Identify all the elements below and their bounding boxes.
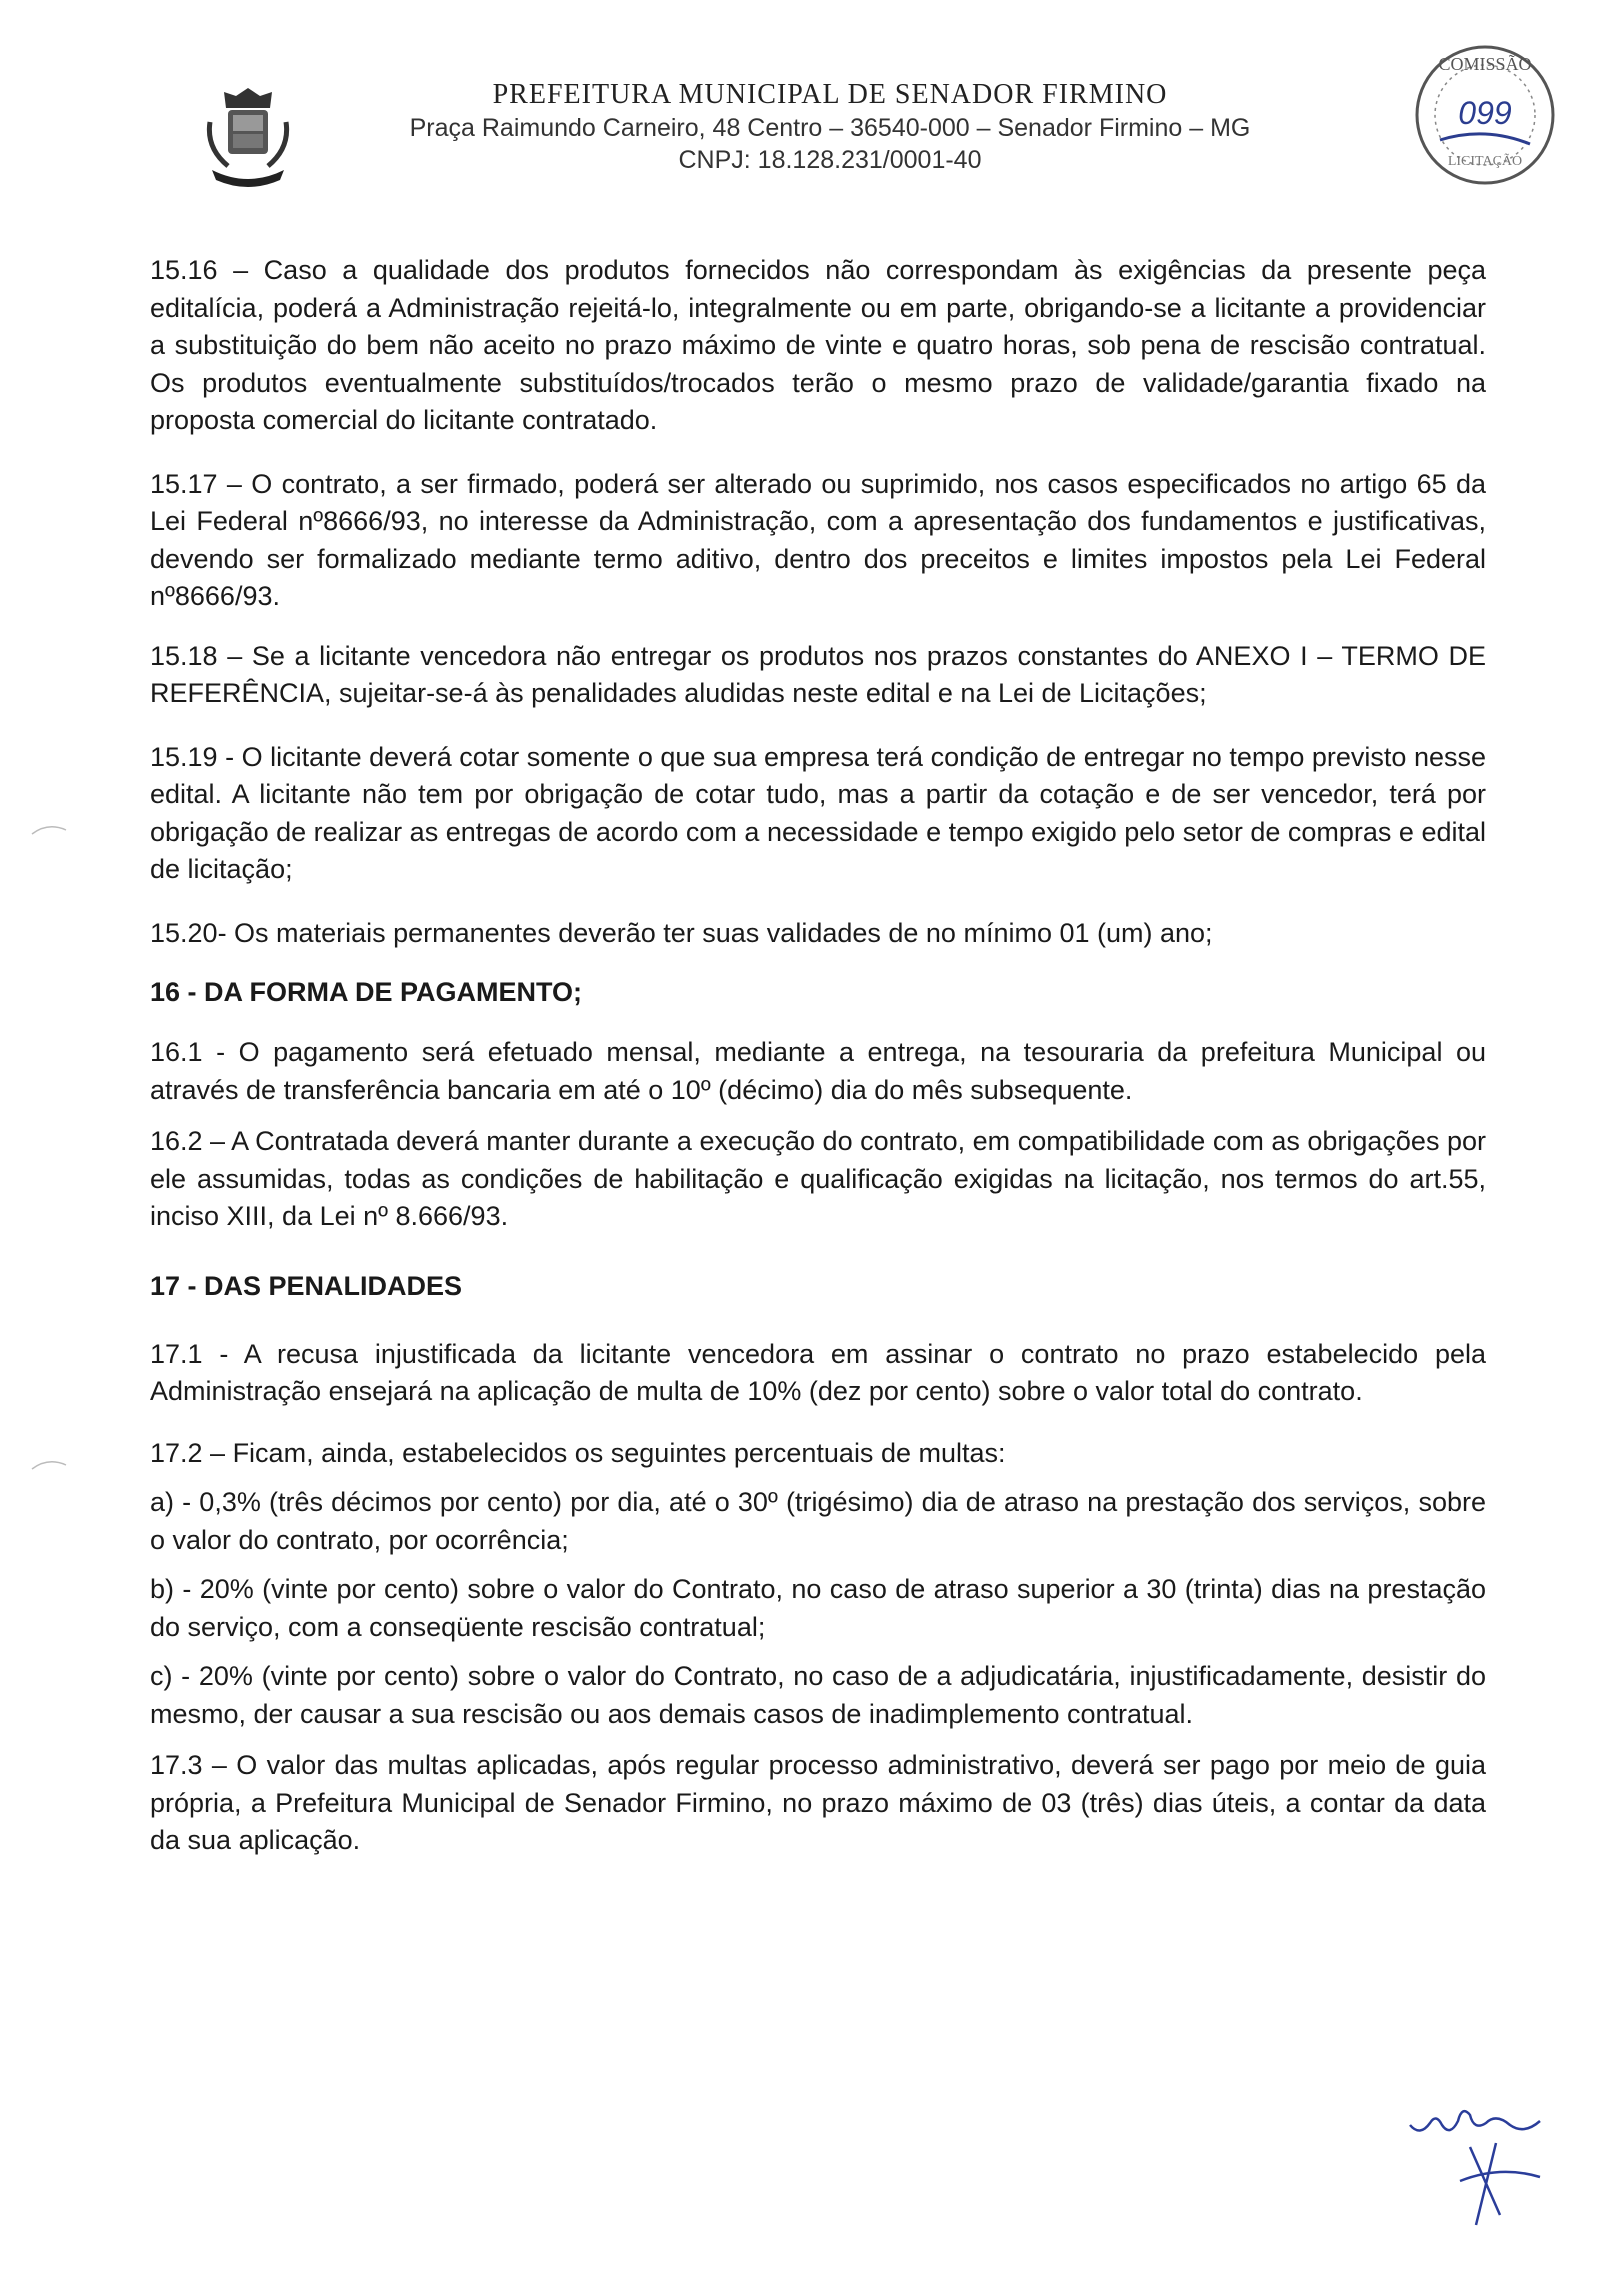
clause-17-2-c: c) - 20% (vinte por cento) sobre o valor do Contrato, no caso de a adjudicatária, injustificadamente, desistir do mesmo, der causar a sua rescisão ou aos demais casos de inadimplemento contratual. <box>150 1661 1486 1729</box>
handwritten-signature-icon <box>1400 2085 1560 2235</box>
clause-15-19: 15.19 - O licitante deverá cotar somente o que sua empresa terá condição de entregar no tempo previsto nesse edital. A licitante não tem por obrigação de cotar tudo, mas a partir da cotação e de ser vencedor, terá por obrigação de realizar as entregas de acordo com a necessidade e tempo exigido pelo setor de compras e edital de licitação; <box>150 741 1486 884</box>
clause-17-2-a: a) - 0,3% (três décimos por cento) por dia, até o 30º (trigésimo) dia de atraso na prestação dos serviços, sobre o valor do contrato, por ocorrência; <box>150 1487 1486 1555</box>
commission-stamp-icon <box>1410 40 1560 190</box>
document-body <box>150 252 1486 1860</box>
municipal-crest-icon <box>200 82 296 192</box>
margin-mark <box>30 1455 70 1475</box>
section-heading-17: 17 - DAS PENALIDADES <box>150 1270 463 1301</box>
margin-mark <box>30 820 70 840</box>
svg-text:LICITAÇÃO: LICITAÇÃO <box>1447 154 1523 169</box>
letterhead <box>0 54 1600 200</box>
clause-15-20: 15.20- Os materiais permanentes deverão ter suas validades de no mínimo 01 (um) ano; <box>150 917 1213 948</box>
clause-16-2: 16.2 – A Contratada deverá manter durante a execução do contrato, em compatibilidade com as obrigações por ele assumidas, todas as condições de habilitação e qualificação exigidas na licitação, nos termos do art.55, inciso XIII, da Lei nº 8.666/93. <box>150 1126 1486 1231</box>
organization-name: PREFEITURA MUNICIPAL DE SENADOR FIRMINO <box>492 79 1168 110</box>
clause-17-2-b: b) - 20% (vinte por cento) sobre o valor do Contrato, no caso de atraso superior a 30 (trinta) dias na prestação do serviço, com a conseqüente rescisão contratual; <box>150 1574 1486 1642</box>
clause-16-1: 16.1 - O pagamento será efetuado mensal, mediante a entrega, na tesouraria da prefeitura Municipal ou através de transferência bancaria em até o 10º (décimo) dia do mês subsequente. <box>150 1037 1486 1105</box>
clause-15-17: 15.17 – O contrato, a ser firmado, poderá ser alterado ou suprimido, nos casos especificados no artigo 65 da Lei Federal nº8666/93, no interesse da Administração, com a apresentação dos fundamentos e justificativas, devendo ser formalizado mediante termo aditivo, dentro dos preceitos e limites impostos pela Lei Federal nº8666/93. <box>150 468 1486 611</box>
clause-15-16: 15.16 – Caso a qualidade dos produtos fornecidos não correspondam às exigências da presente peça editalícia, poderá a Administração rejeitá-lo, integralmente ou em parte, obrigando-se a licitante a providenciar a substituição do bem não aceito no prazo máximo de vinte e quatro horas, sob pena de rescisão contratual. Os produtos eventualmente substituídos/trocados terão o mesmo prazo de validade/garantia fixado na proposta comercial do licitante contratado. <box>150 255 1486 435</box>
clause-15-18: 15.18 – Se a licitante vencedora não entregar os produtos nos prazos constantes do ANEXO I – TERMO DE REFERÊNCIA, sujeitar-se-á às penalidades aludidas neste edital e na Lei de Licitações; <box>150 640 1486 708</box>
clause-17-1: 17.1 - A recusa injustificada da licitante vencedora em assinar o contrato no prazo estabelecido pela Administração ensejará na aplicação de multa de 10% (dez por cento) sobre o valor total do contrato. <box>150 1338 1486 1406</box>
organization-cnpj: CNPJ: 18.128.231/0001-40 <box>678 146 982 174</box>
organization-address: Praça Raimundo Carneiro, 48 Centro – 36540-000 – Senador Firmino – MG <box>409 114 1251 142</box>
clause-17-3: 17.3 – O valor das multas aplicadas, após regular processo administrativo, deverá ser pago por meio de guia própria, a Prefeitura Municipal de Senador Firmino, no prazo máximo de 03 (três) dias úteis, a contar da data da sua aplicação. <box>150 1750 1486 1855</box>
svg-text:099: 099 <box>1458 95 1512 131</box>
clause-17-2: 17.2 – Ficam, ainda, estabelecidos os seguintes percentuais de multas: <box>150 1437 1006 1468</box>
section-heading-16: 16 - DA FORMA DE PAGAMENTO; <box>150 977 583 1007</box>
svg-text:COMISSÃO: COMISSÃO <box>1438 54 1532 74</box>
